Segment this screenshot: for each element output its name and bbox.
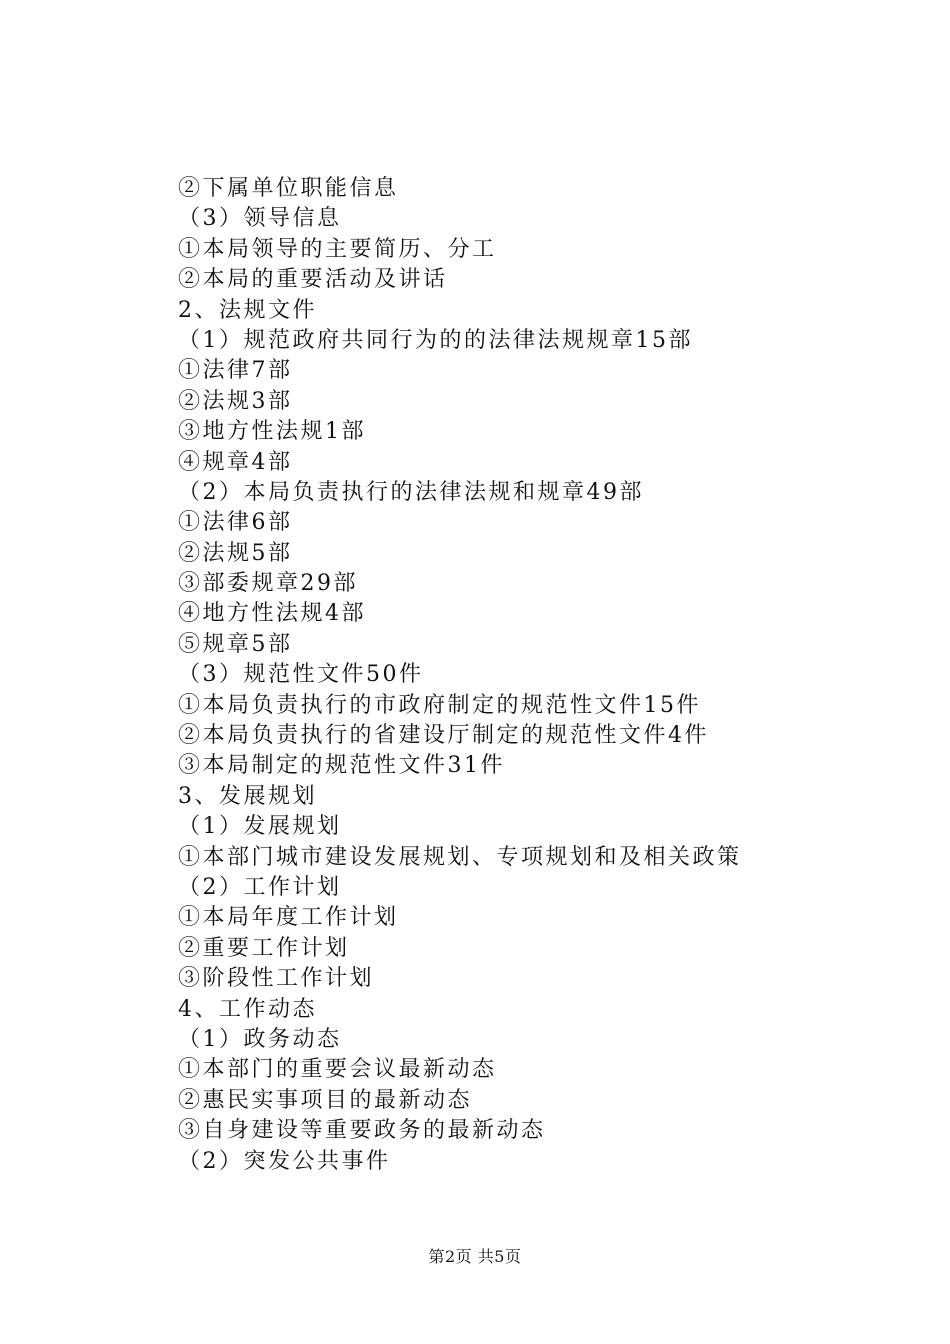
text-line: ①本部门城市建设发展规划、专项规划和及相关政策 xyxy=(178,844,742,870)
text-line: ②法规3部 xyxy=(178,388,293,414)
text-line: ④规章4部 xyxy=(178,449,293,475)
text-line: （2）本局负责执行的法律法规和规章49部 xyxy=(178,479,644,505)
text-line: ④地方性法规4部 xyxy=(178,601,366,627)
text-line: （3）领导信息 xyxy=(178,206,342,232)
page-number: 第2页 共5页 xyxy=(428,1247,522,1266)
text-line: ①本局年度工作计划 xyxy=(178,905,399,931)
text-line: （2）突发公共事件 xyxy=(178,1148,391,1174)
text-line: ①本局领导的主要简历、分工 xyxy=(178,236,497,262)
text-line: ①法律6部 xyxy=(178,510,293,536)
text-line: ③自身建设等重要政务的最新动态 xyxy=(178,1118,546,1144)
text-line: （1）规范政府共同行为的的法律法规规章15部 xyxy=(178,327,693,353)
text-line: ②本局负责执行的省建设厅制定的规范性文件4件 xyxy=(178,723,709,749)
text-line: （2）工作计划 xyxy=(178,874,342,900)
text-line: ⑤规章5部 xyxy=(178,631,293,657)
text-line: ②本局的重要活动及讲话 xyxy=(178,267,448,293)
section-heading: 2、法规文件 xyxy=(178,297,317,323)
text-line: ②惠民实事项目的最新动态 xyxy=(178,1087,473,1113)
text-line: ③本局制定的规范性文件31件 xyxy=(178,753,505,779)
text-line: ①法律7部 xyxy=(178,358,293,384)
document-body xyxy=(178,174,918,1177)
page-footer xyxy=(0,1244,950,1267)
text-line: ②法规5部 xyxy=(178,540,293,566)
text-line: （1）发展规划 xyxy=(178,814,342,840)
text-line: ②下属单位职能信息 xyxy=(178,176,399,201)
text-line: ③阶段性工作计划 xyxy=(178,966,375,992)
text-line: ②重要工作计划 xyxy=(178,935,350,961)
text-line: （1）政务动态 xyxy=(178,1026,342,1052)
section-heading: 3、发展规划 xyxy=(178,783,317,809)
text-line: ③部委规章29部 xyxy=(178,571,358,597)
text-line: ①本部门的重要会议最新动态 xyxy=(178,1057,497,1083)
text-line: ③地方性法规1部 xyxy=(178,419,366,445)
text-line: ①本局负责执行的市政府制定的规范性文件15件 xyxy=(178,692,701,718)
section-heading: 4、工作动态 xyxy=(178,996,317,1022)
text-line: （3）规范性文件50件 xyxy=(178,662,424,688)
